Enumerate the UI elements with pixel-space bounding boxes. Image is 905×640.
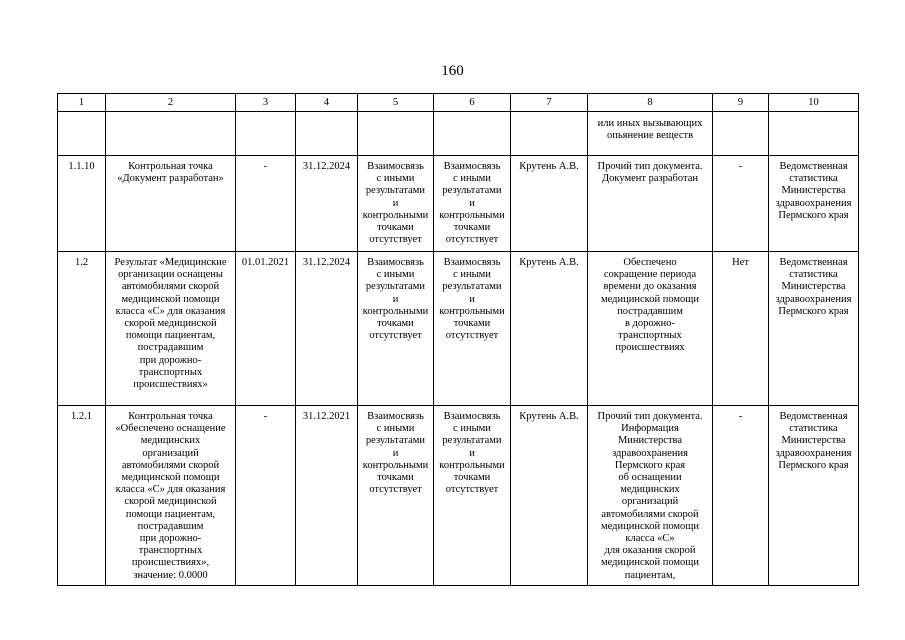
table-cell [434, 112, 511, 156]
start-date-cell: - [236, 156, 296, 252]
start-date-cell: - [236, 406, 296, 586]
flag-cell: Нет [713, 252, 769, 406]
column-number: 1 [58, 94, 106, 112]
table-row [58, 252, 859, 406]
column-number-row [58, 94, 859, 112]
relation-cell: Взаимосвязь с иными результатами и контрольными точками отсутствует [434, 252, 511, 406]
relation-cell: Взаимосвязь с иными результатами и контрольными точками отсутствует [434, 406, 511, 586]
table-row [58, 156, 859, 252]
table-cell [58, 112, 106, 156]
table-cell [296, 112, 358, 156]
column-number: 9 [713, 94, 769, 112]
end-date-cell: 31.12.2021 [296, 406, 358, 586]
flag-cell: - [713, 156, 769, 252]
source-cell: Ведомственная статистика Министерства здравоохранения Пермского края [769, 406, 859, 586]
source-cell: Ведомственная статистика Министерства здравоохранения Пермского края [769, 252, 859, 406]
document-cell: Обеспечено сокращение периода времени до оказания медицинской помощи пострадавшим в дорожно- транспортных происшествиях [588, 252, 713, 406]
responsible-cell: Крутень А.В. [511, 252, 588, 406]
responsible-cell: Крутень А.В. [511, 406, 588, 586]
relation-cell: Взаимосвязь с иными результатами и контрольными точками отсутствует [434, 156, 511, 252]
name-cell: Контрольная точка «Документ разработан» [106, 156, 236, 252]
relation-cell: Взаимосвязь с иными результатами и контрольными точками отсутствует [358, 406, 434, 586]
name-cell: Контрольная точка «Обеспечено оснащение медицинских организаций автомобилями скорой медицинской помощи класса «С» для оказания скорой медицинской помощи пациентам, пострадавшим при дорожно- транспортных происшествиях», значение: 0.0000 [106, 406, 236, 586]
relation-cell: Взаимосвязь с иными результатами и контрольными точками отсутствует [358, 252, 434, 406]
continuation-row [58, 112, 859, 156]
column-number: 5 [358, 94, 434, 112]
column-number: 7 [511, 94, 588, 112]
flag-cell: - [713, 406, 769, 586]
table-cell: или иных вызывающих опьянение веществ [588, 112, 713, 156]
table-row [58, 406, 859, 586]
table-cell [769, 112, 859, 156]
row-number-cell: 1.2 [58, 252, 106, 406]
end-date-cell: 31.12.2024 [296, 252, 358, 406]
column-number: 3 [236, 94, 296, 112]
row-number-cell: 1.1.10 [58, 156, 106, 252]
table-cell [713, 112, 769, 156]
table-cell [511, 112, 588, 156]
column-number: 6 [434, 94, 511, 112]
document-table [57, 93, 859, 586]
page-number: 160 [441, 63, 464, 79]
table-cell [236, 112, 296, 156]
column-number: 10 [769, 94, 859, 112]
start-date-cell: 01.01.2021 [236, 252, 296, 406]
table-cell [106, 112, 236, 156]
relation-cell: Взаимосвязь с иными результатами и контрольными точками отсутствует [358, 156, 434, 252]
row-number-cell: 1.2.1 [58, 406, 106, 586]
table-cell [358, 112, 434, 156]
document-cell: Прочий тип документа. Документ разработан [588, 156, 713, 252]
document-cell: Прочий тип документа. Информация Министерства здравоохранения Пермского края об оснащении медицинских организаций автомобилями скорой медицинской помощи класса «С» для оказания скорой медицинской помощи пациентам, [588, 406, 713, 586]
column-number: 2 [106, 94, 236, 112]
source-cell: Ведомственная статистика Министерства здравоохранения Пермского края [769, 156, 859, 252]
responsible-cell: Крутень А.В. [511, 156, 588, 252]
column-number: 8 [588, 94, 713, 112]
column-number: 4 [296, 94, 358, 112]
name-cell: Результат «Медицинские организации оснащены автомобилями скорой медицинской помощи класса «С» для оказания скорой медицинской помощи пациентам, пострадавшим при дорожно- транспортных происшествиях» [106, 252, 236, 406]
end-date-cell: 31.12.2024 [296, 156, 358, 252]
